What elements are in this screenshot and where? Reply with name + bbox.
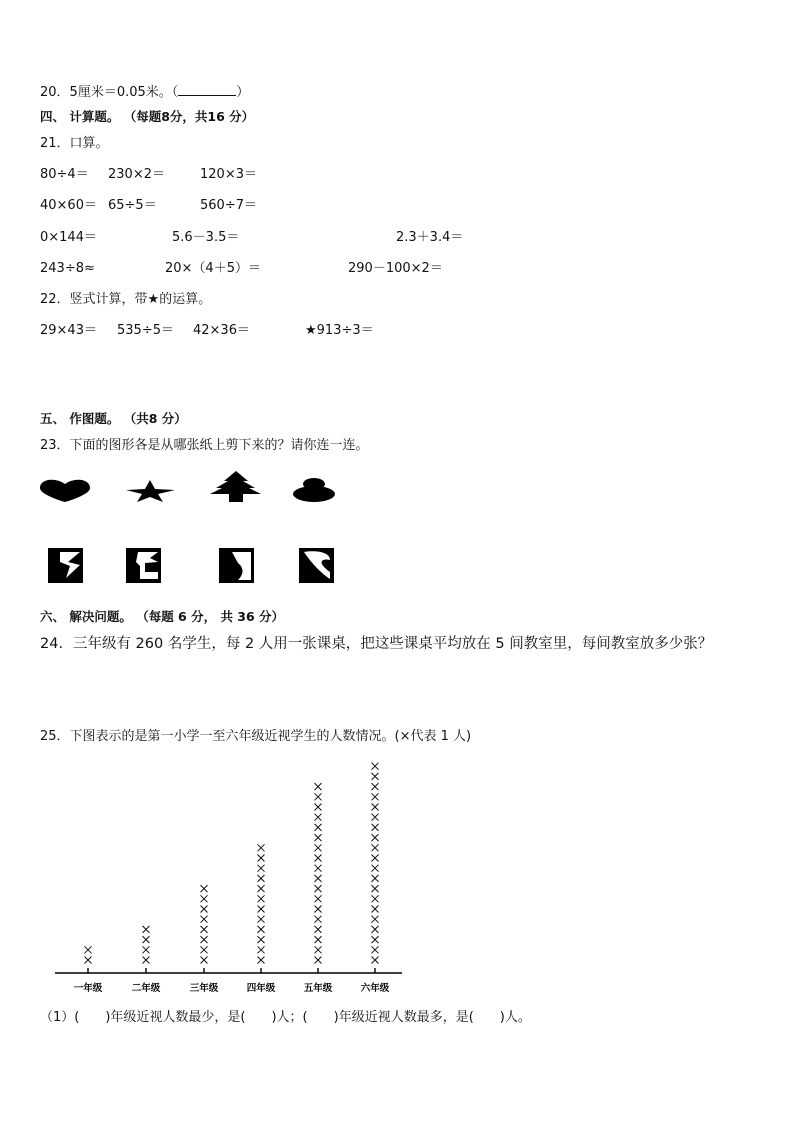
pictograph-symbol (372, 906, 379, 913)
question-23-title: 23．下面的图形各是从哪张纸上剪下来的？请你连一连。 (40, 438, 369, 453)
pictograph-symbol (372, 865, 379, 872)
pictograph-symbol (315, 936, 322, 943)
q21-item: 120×3＝ (200, 167, 257, 182)
q21-item: 65÷5＝ (108, 198, 157, 213)
pictograph-symbol (315, 906, 322, 913)
pictograph-symbol (315, 885, 322, 892)
pictograph-symbol (315, 814, 322, 821)
pictograph-symbol (372, 885, 379, 892)
pictograph-symbol (372, 783, 379, 790)
pictograph-symbol (315, 926, 322, 933)
pictograph-symbol (315, 957, 322, 964)
x-tick-label: 三年级 (189, 983, 219, 994)
x-tick-label: 六年级 (360, 983, 390, 994)
pictograph-symbol (258, 936, 265, 943)
pictograph-symbol (201, 916, 208, 923)
pictograph-symbol (372, 855, 379, 862)
pictograph-symbol (258, 926, 265, 933)
pictograph-symbol (315, 824, 322, 831)
pictograph-symbol (258, 875, 265, 882)
q21-item: 20×（4＋5）＝ (165, 261, 261, 276)
q22-item: 29×43＝ (40, 323, 97, 338)
x-tick-label: 二年级 (131, 983, 161, 994)
pictograph-symbol (315, 875, 322, 882)
pictograph-symbol (201, 936, 208, 943)
q21-item: 243÷8≈ (40, 261, 95, 276)
pictograph-symbol (258, 916, 265, 923)
question-22-title: 22．竖式计算，带★的运算。 (40, 292, 212, 307)
pictograph-symbol (201, 957, 208, 964)
q22-item: 42×36＝ (193, 323, 250, 338)
x-tick-label: 五年级 (303, 983, 333, 994)
pictograph-symbol (372, 957, 379, 964)
pictograph-symbol (372, 946, 379, 953)
pictograph-symbol (258, 895, 265, 902)
pictograph-symbol (372, 875, 379, 882)
pictograph-symbol (258, 885, 265, 892)
pictograph-symbol (372, 936, 379, 943)
pictograph-symbol (315, 916, 322, 923)
pictograph-symbol (315, 793, 322, 800)
pictograph-symbol (143, 946, 150, 953)
question-25-sub1: （1）( )年级近视人数最少，是( )人；( )年级近视人数最多，是( )人。 (40, 1010, 531, 1025)
pictograph-symbol (372, 804, 379, 811)
pictograph-symbol (372, 895, 379, 902)
pictograph-symbol (201, 906, 208, 913)
x-tick-label: 一年级 (73, 983, 103, 994)
pictograph-symbol (372, 926, 379, 933)
question-24-text: 24．三年级有 260 名学生，每 2 人用一张课桌，把这些课桌平均放在 5 间教室里，每间教室放多少张？ (40, 636, 713, 652)
q22-item: 535÷5＝ (117, 323, 174, 338)
question-20-text: 20．5厘米＝0.05米。（ (40, 85, 179, 100)
pictograph-symbol (315, 865, 322, 872)
pictograph-symbol (85, 957, 92, 964)
pictograph-symbol (372, 844, 379, 851)
pictograph-symbol (372, 916, 379, 923)
pictograph-symbol (143, 957, 150, 964)
pictograph-symbol (258, 844, 265, 851)
pictograph-symbol (258, 946, 265, 953)
pictograph-symbol (201, 946, 208, 953)
pictograph-symbol (372, 834, 379, 841)
pictograph-symbol (258, 865, 265, 872)
pictograph-symbol (372, 814, 379, 821)
question-21-title: 21．口算。 (40, 136, 109, 151)
pictograph-symbol (143, 926, 150, 933)
q21-item: 290－100×2＝ (348, 261, 443, 276)
pictograph-symbol (258, 957, 265, 964)
pictograph-symbol (372, 793, 379, 800)
pictograph-symbol (372, 773, 379, 780)
pictograph-symbol (258, 855, 265, 862)
pictograph-symbol (143, 936, 150, 943)
q21-item: 40×60＝ (40, 198, 97, 213)
q21-item: 230×2＝ (108, 167, 165, 182)
pictograph-symbol (315, 844, 322, 851)
pictograph-symbol (315, 855, 322, 862)
pictograph-symbol (201, 895, 208, 902)
pictograph-symbol (201, 885, 208, 892)
section-6-title: 六、 解决问题。 （每题 6 分， 共 36 分） (40, 609, 285, 624)
section-5-title: 五、 作图题。 （共8 分） (40, 411, 187, 426)
q21-item: 0×144＝ (40, 230, 97, 245)
q21-item: 2.3＋3.4＝ (396, 230, 464, 245)
pictograph-symbol (201, 926, 208, 933)
pictograph-symbol (85, 946, 92, 953)
question-25-text: 25．下图表示的是第一小学一至六年级近视学生的人数情况。(×代表 1 人) (40, 729, 472, 744)
q22-item: ★913÷3＝ (305, 323, 374, 338)
x-tick-label: 四年级 (246, 983, 276, 994)
pictograph-symbol (372, 763, 379, 770)
question-20-close: ） (236, 85, 250, 100)
pictograph-symbol (315, 895, 322, 902)
section-4-title: 四、 计算题。 （每题8分，共16 分） (40, 109, 255, 124)
pictograph-symbol (315, 834, 322, 841)
pictograph-symbol (315, 783, 322, 790)
pictograph-symbol (258, 906, 265, 913)
q21-item: 80÷4＝ (40, 167, 89, 182)
pictograph-symbol (372, 824, 379, 831)
q21-item: 5.6－3.5＝ (172, 230, 240, 245)
q21-item: 560÷7＝ (200, 198, 257, 213)
pictograph-symbol (315, 946, 322, 953)
pictograph-symbol (315, 804, 322, 811)
